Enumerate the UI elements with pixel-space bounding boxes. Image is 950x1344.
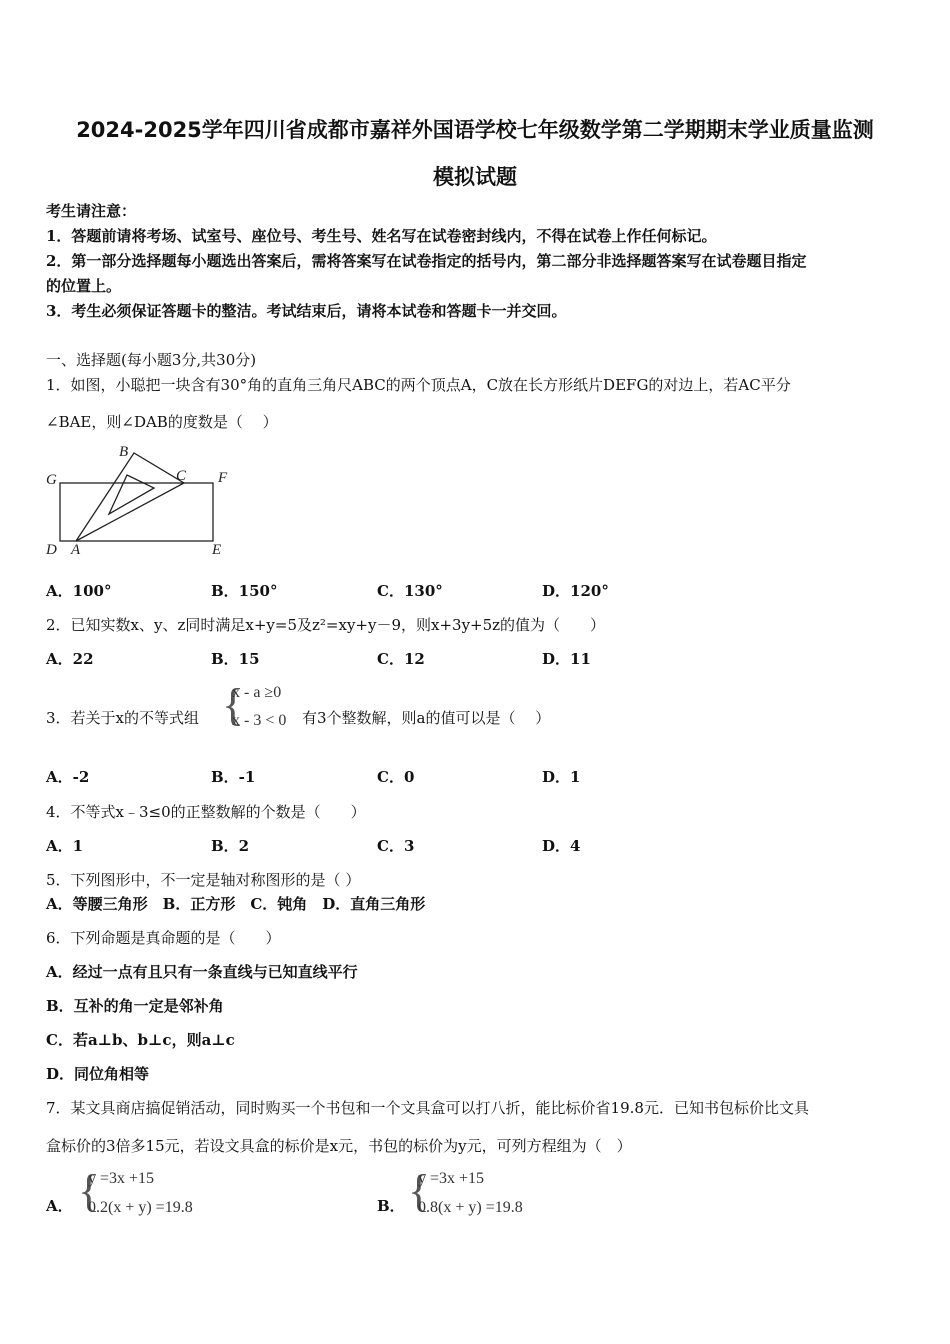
exam-title-line1: 2024-2025学年四川省成都市嘉祥外国语学校七年级数学第二学期期末学业质量监测 (76, 118, 874, 142)
q6-option-a[interactable]: A．经过一点有且只有一条直线与已知直线平行 (46, 963, 358, 981)
q7-stem-line2: 盒标价的3倍多15元，若设文具盒的标价是x元，书包的标价为y元，可列方程组为（ ） (46, 1137, 632, 1155)
q4-option-c[interactable]: C．3 (377, 837, 415, 855)
q7-option-a-system (78, 1165, 228, 1226)
rectangle-defg (60, 483, 213, 541)
q3-inequality-2: x - 3 < 0 (232, 712, 287, 729)
q7-stem-line1: 7．某文具商店搞促销活动，同时购买一个书包和一个文具盒可以打八折，能比标价省19.8元．已知书包标价比文具 (46, 1099, 809, 1117)
label-a: A (71, 542, 81, 558)
q7-option-a-label[interactable]: A． (46, 1197, 73, 1215)
notice-item-3: 3．考生必须保证答题卡的整洁。考试结束后，请将本试卷和答题卡一并交回。 (46, 302, 567, 320)
q1-option-b[interactable]: B．150° (211, 582, 278, 600)
q6-option-b[interactable]: B．互补的角一定是邻补角 (46, 997, 224, 1015)
q2-option-b[interactable]: B．15 (211, 650, 260, 668)
exam-title-line2: 模拟试题 (433, 165, 517, 189)
brace-icon: { (78, 1165, 101, 1216)
q5-options[interactable]: A．等腰三角形 B．正方形 C．钝角 D．直角三角形 (46, 895, 426, 913)
q2-stem: 2．已知实数x、y、z同时满足x+y=5及z²=xy+y－9，则x+3y+5z的值为（ ） (46, 616, 606, 634)
notice-item-1: 1．答题前请将考场、试室号、座位号、考生号、姓名写在试卷密封线内，不得在试卷上作任何标记。 (46, 227, 717, 245)
q6-option-d[interactable]: D．同位角相等 (46, 1065, 150, 1083)
q1-option-a[interactable]: A．100° (46, 582, 112, 600)
q1-stem-line1: 1．如图，小聪把一块含有30°角的直角三角尺ABC的两个顶点A，C放在长方形纸片DEFG的对边上，若AC平分 (46, 376, 791, 394)
section-heading: 一、选择题(每小题3分,共30分) (46, 351, 257, 369)
label-e: E (212, 542, 222, 558)
label-b: B (119, 444, 129, 460)
q4-stem: 4．不等式x﹣3≤0的正整数解的个数是（ ） (46, 803, 366, 821)
q2-option-d[interactable]: D．11 (542, 650, 591, 668)
q3-option-a[interactable]: A．-2 (46, 768, 90, 786)
q7-option-b-eq1: y =3x +15 (418, 1170, 485, 1187)
notice-item-2: 2．第一部分选择题每小题选出答案后，需将答案写在试卷指定的括号内，第二部分非选择题答案写在试卷题目指定 (46, 252, 807, 270)
q5-stem: 5．下列图形中，不一定是轴对称图形的是（ ） (46, 871, 361, 889)
brace-icon: { (222, 679, 245, 730)
q3-stem-suffix: 有3个整数解，则a的值可以是（ ） (302, 709, 551, 727)
notice-item-2-cont: 的位置上。 (46, 277, 122, 295)
q1-option-d[interactable]: D．120° (542, 582, 609, 600)
q7-option-a-eq1: y =3x +15 (88, 1170, 155, 1187)
q6-option-c[interactable]: C．若a⊥b、b⊥c，则a⊥c (46, 1031, 235, 1049)
q4-option-b[interactable]: B．2 (211, 837, 250, 855)
q7-option-b-system (408, 1165, 558, 1226)
label-d: D (46, 542, 57, 558)
q4-option-d[interactable]: D．4 (542, 837, 581, 855)
notice-heading: 考生请注意： (46, 202, 137, 220)
q3-inequality-1: x - a ≥0 (232, 684, 282, 701)
q3-option-c[interactable]: C．0 (377, 768, 415, 786)
q6-stem: 6．下列命题是真命题的是（ ） (46, 929, 281, 947)
triangle-abc-outer (76, 453, 184, 541)
label-c: C (176, 468, 187, 484)
q4-option-a[interactable]: A．1 (46, 837, 84, 855)
q3-stem-prefix: 3．若关于x的不等式组 (46, 709, 200, 727)
q3-option-b[interactable]: B．-1 (211, 768, 256, 786)
q3-inequality-system (222, 679, 302, 738)
q2-option-c[interactable]: C．12 (377, 650, 425, 668)
q3-option-d[interactable]: D．1 (542, 768, 581, 786)
brace-icon: { (408, 1165, 431, 1216)
label-f: F (218, 470, 228, 486)
q7-option-a-eq2: 0.2(x + y) =19.8 (88, 1199, 193, 1216)
q1-stem-line2: ∠BAE，则∠DAB的度数是（ ） (46, 413, 278, 431)
label-g: G (46, 472, 57, 488)
q2-option-a[interactable]: A．22 (46, 650, 94, 668)
q7-option-b-label[interactable]: B． (377, 1197, 405, 1215)
q1-option-c[interactable]: C．130° (377, 582, 443, 600)
q7-option-b-eq2: 0.8(x + y) =19.8 (418, 1199, 523, 1216)
q1-figure (42, 440, 242, 564)
